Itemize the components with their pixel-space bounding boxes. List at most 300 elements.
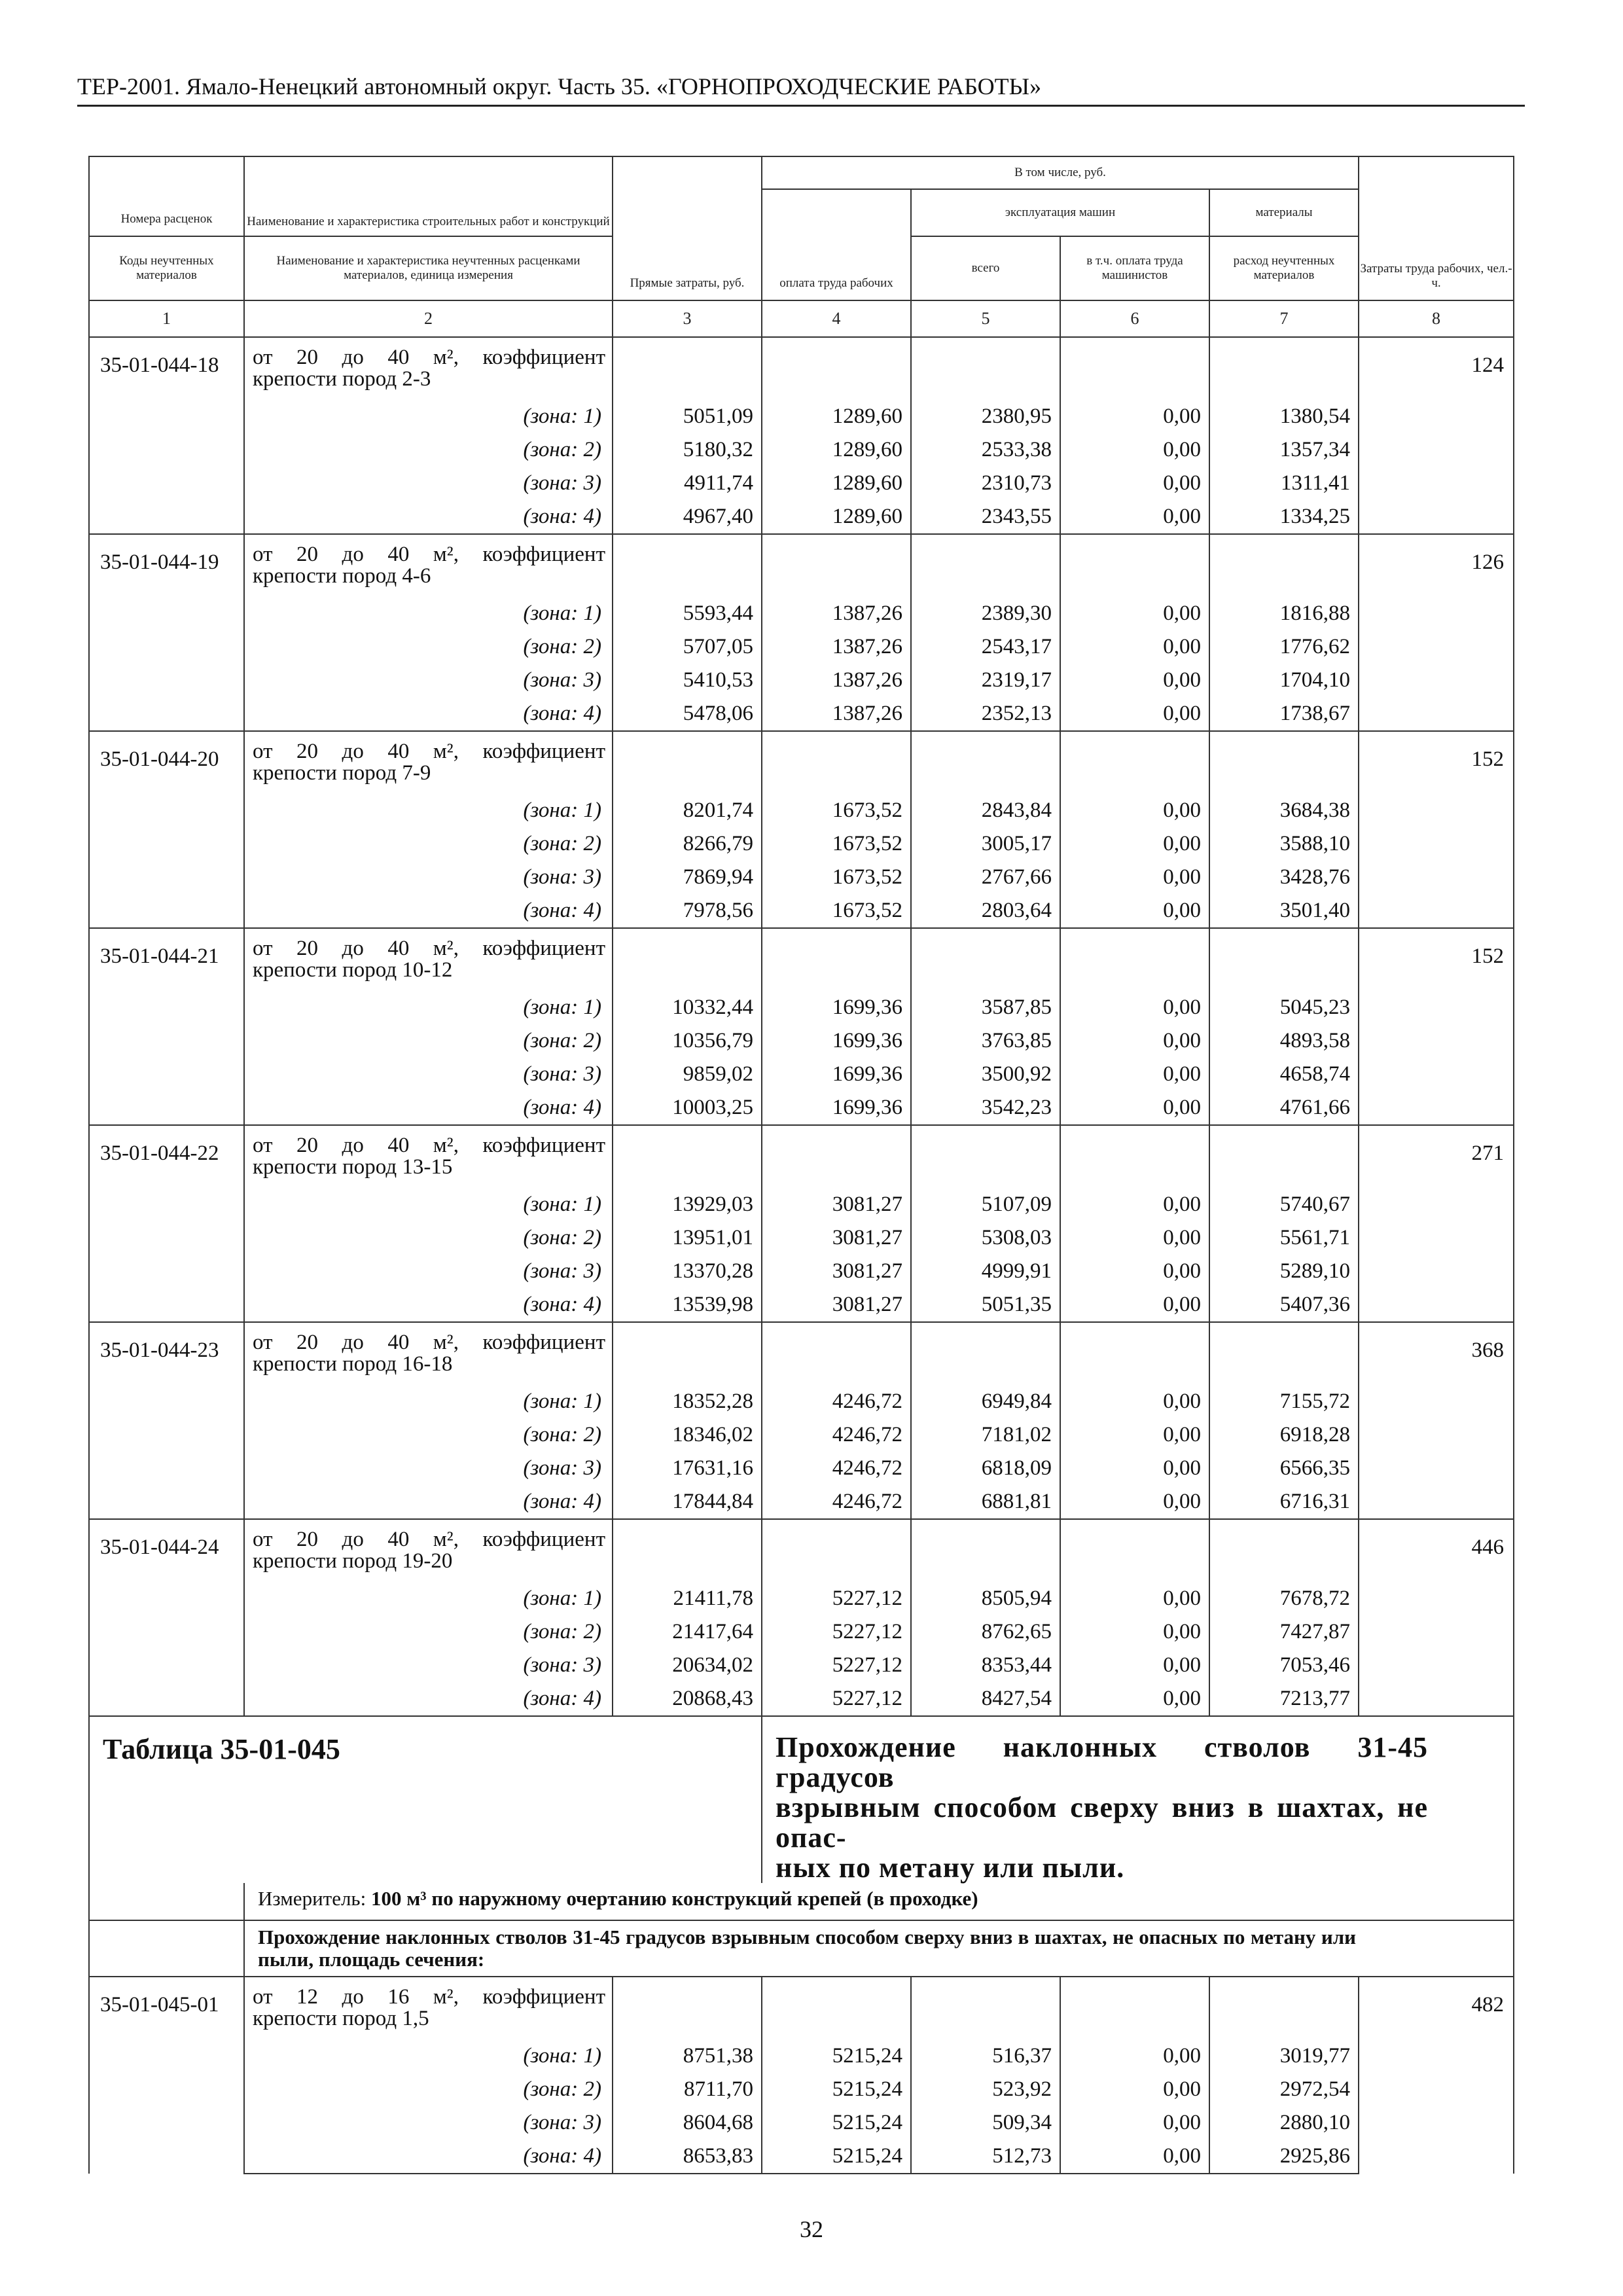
- zone-label: (зона: 2): [244, 1221, 613, 1255]
- zone-label: (зона: 1): [244, 991, 613, 1024]
- zone-label: (зона: 3): [244, 1649, 613, 1682]
- table-title-line3: ных по метану или пыли.: [776, 1852, 1125, 1884]
- zone-label: (зона: 4): [244, 1288, 613, 1322]
- zone-row: [89, 467, 1514, 500]
- zone-row: [89, 500, 1514, 534]
- zone-row: [89, 597, 1514, 630]
- empty-cell: [1060, 534, 1209, 597]
- zone-label: (зона: 1): [244, 2039, 613, 2073]
- value-cell: 5215,24: [762, 2106, 911, 2140]
- rate-code: 35-01-044-21: [89, 928, 244, 1125]
- value-cell: 1387,26: [762, 630, 911, 664]
- value-cell: 516,37: [911, 2039, 1060, 2073]
- empty-cell: [1209, 1519, 1359, 1582]
- rate-code: 35-01-045-01: [89, 1977, 244, 2174]
- empty-cell: [911, 731, 1060, 794]
- value-cell: 17631,16: [613, 1452, 762, 1485]
- zone-label: (зона: 4): [244, 1682, 613, 1716]
- column-number: 5: [911, 300, 1060, 337]
- rate-group-title-row: [89, 1322, 1514, 1385]
- incl-header: В том числе, руб.: [762, 156, 1359, 189]
- rate-group-title-row: [89, 1519, 1514, 1582]
- empty-cell: [613, 534, 762, 597]
- empty-cell: [762, 1977, 911, 2039]
- value-cell: 5215,24: [762, 2073, 911, 2106]
- zone-label: (зона: 3): [244, 467, 613, 500]
- value-cell: 4967,40: [613, 500, 762, 534]
- zone-row: [89, 2073, 1514, 2106]
- column-number: 4: [762, 300, 911, 337]
- value-cell: 21411,78: [613, 1582, 762, 1615]
- labor-cost: 368: [1359, 1322, 1514, 1519]
- value-cell: 4246,72: [762, 1418, 911, 1452]
- zone-row: [89, 1418, 1514, 1452]
- empty-cell: [1060, 1322, 1209, 1385]
- value-cell: 5707,05: [613, 630, 762, 664]
- value-cell: 5740,67: [1209, 1188, 1359, 1221]
- zone-label: (зона: 2): [244, 2073, 613, 2106]
- value-cell: 1380,54: [1209, 400, 1359, 433]
- value-cell: 7155,72: [1209, 1385, 1359, 1418]
- value-cell: 3005,17: [911, 827, 1060, 861]
- value-cell: 0,00: [1060, 1582, 1209, 1615]
- value-cell: 5227,12: [762, 1682, 911, 1716]
- empty-cell: [613, 1519, 762, 1582]
- rate-description-line2: крепости пород 10-12: [253, 958, 453, 982]
- value-cell: 1738,67: [1209, 697, 1359, 731]
- labor-cost: 152: [1359, 731, 1514, 928]
- empty-cell: [1060, 1977, 1209, 2039]
- table-title-line2: взрывным способом сверху вниз в шахтах, не опас-: [776, 1791, 1428, 1854]
- value-cell: 1387,26: [762, 597, 911, 630]
- rate-description: [244, 1977, 613, 2039]
- col1-top-header: Номера расценок: [89, 156, 244, 236]
- col3-header: Прямые затраты, руб.: [613, 156, 762, 300]
- col6-header: в т.ч. оплата труда машинистов: [1060, 236, 1209, 300]
- value-cell: 3588,10: [1209, 827, 1359, 861]
- table-title-row: [89, 1716, 1514, 1883]
- value-cell: 13929,03: [613, 1188, 762, 1221]
- empty-cell: [911, 1125, 1060, 1188]
- value-cell: 5289,10: [1209, 1255, 1359, 1288]
- value-cell: 3081,27: [762, 1221, 911, 1255]
- value-cell: 0,00: [1060, 1615, 1209, 1649]
- value-cell: 5407,36: [1209, 1288, 1359, 1322]
- zone-row: [89, 1255, 1514, 1288]
- value-cell: 1776,62: [1209, 630, 1359, 664]
- value-cell: 5593,44: [613, 597, 762, 630]
- value-cell: 4246,72: [762, 1385, 911, 1418]
- value-cell: 1289,60: [762, 467, 911, 500]
- empty-cell: [613, 1125, 762, 1188]
- zone-label: (зона: 2): [244, 827, 613, 861]
- value-cell: 2972,54: [1209, 2073, 1359, 2106]
- rate-description: [244, 1125, 613, 1188]
- value-cell: 8353,44: [911, 1649, 1060, 1682]
- rate-description-line2: крепости пород 4-6: [253, 564, 431, 588]
- value-cell: 4658,74: [1209, 1058, 1359, 1091]
- value-cell: 13539,98: [613, 1288, 762, 1322]
- value-cell: 0,00: [1060, 1024, 1209, 1058]
- value-cell: 2925,86: [1209, 2140, 1359, 2174]
- zone-row: [89, 664, 1514, 697]
- section-text: Прохождение наклонных стволов 31-45 градусов взрывным способом сверху вниз в шахтах, не опасных по метану или пыли, площадь сечения:: [244, 1920, 1514, 1977]
- value-cell: 0,00: [1060, 991, 1209, 1024]
- value-cell: 1699,36: [762, 991, 911, 1024]
- zone-row: [89, 400, 1514, 433]
- value-cell: 6716,31: [1209, 1485, 1359, 1519]
- zone-row: [89, 1485, 1514, 1519]
- labor-cost: 482: [1359, 1977, 1514, 2174]
- col2-top-header: Наименование и характеристика строительных работ и конструкций: [244, 156, 613, 236]
- materials-header: материалы: [1209, 189, 1359, 236]
- value-cell: 5227,12: [762, 1649, 911, 1682]
- column-number: 6: [1060, 300, 1209, 337]
- value-cell: 0,00: [1060, 2106, 1209, 2140]
- zone-label: (зона: 3): [244, 2106, 613, 2140]
- value-cell: 512,73: [911, 2140, 1060, 2174]
- zone-row: [89, 2039, 1514, 2073]
- empty-cell: [1209, 337, 1359, 400]
- empty-cell: [911, 337, 1060, 400]
- value-cell: 0,00: [1060, 467, 1209, 500]
- rate-group-title-row: [89, 534, 1514, 597]
- rate-description: [244, 928, 613, 991]
- value-cell: 3081,27: [762, 1288, 911, 1322]
- value-cell: 0,00: [1060, 1058, 1209, 1091]
- empty-cell: [613, 1322, 762, 1385]
- zone-row: [89, 697, 1514, 731]
- value-cell: 1699,36: [762, 1058, 911, 1091]
- rate-description-line1: от 20 до 40 м², коэффициент: [253, 937, 605, 960]
- value-cell: 17844,84: [613, 1485, 762, 1519]
- value-cell: 1699,36: [762, 1091, 911, 1125]
- empty-cell: [613, 731, 762, 794]
- value-cell: 2310,73: [911, 467, 1060, 500]
- empty-cell: [911, 1322, 1060, 1385]
- value-cell: 2343,55: [911, 500, 1060, 534]
- empty-cell: [1060, 1125, 1209, 1188]
- rate-description-line1: от 20 до 40 м², коэффициент: [253, 740, 605, 763]
- value-cell: 0,00: [1060, 1288, 1209, 1322]
- value-cell: 4911,74: [613, 467, 762, 500]
- zone-row: [89, 2140, 1514, 2174]
- value-cell: 5107,09: [911, 1188, 1060, 1221]
- empty-cell: [762, 1519, 911, 1582]
- value-cell: 0,00: [1060, 630, 1209, 664]
- value-cell: 0,00: [1060, 1485, 1209, 1519]
- zone-row: [89, 1452, 1514, 1485]
- value-cell: 0,00: [1060, 697, 1209, 731]
- zone-label: (зона: 4): [244, 1485, 613, 1519]
- section-pad: [89, 1920, 244, 1977]
- zone-label: (зона: 1): [244, 1385, 613, 1418]
- rate-description-line1: от 20 до 40 м², коэффициент: [253, 1528, 605, 1551]
- value-cell: 1311,41: [1209, 467, 1359, 500]
- value-cell: 3542,23: [911, 1091, 1060, 1125]
- rate-group-title-row: [89, 928, 1514, 991]
- empty-cell: [1060, 731, 1209, 794]
- value-cell: 21417,64: [613, 1615, 762, 1649]
- value-cell: 5227,12: [762, 1582, 911, 1615]
- zone-row: [89, 630, 1514, 664]
- empty-cell: [1209, 1322, 1359, 1385]
- value-cell: 20868,43: [613, 1682, 762, 1716]
- table-title: [762, 1716, 1514, 1883]
- rate-description-line2: крепости пород 7-9: [253, 761, 431, 785]
- zone-row: [89, 1385, 1514, 1418]
- col7-header: расход неучтенных материалов: [1209, 236, 1359, 300]
- rate-description-line2: крепости пород 16-18: [253, 1352, 453, 1376]
- value-cell: 4893,58: [1209, 1024, 1359, 1058]
- zone-label: (зона: 4): [244, 2140, 613, 2174]
- running-header: ТЕР-2001. Ямало-Ненецкий автономный округ. Часть 35. «ГОРНОПРОХОДЧЕСКИЕ РАБОТЫ»: [77, 72, 1525, 107]
- value-cell: 0,00: [1060, 500, 1209, 534]
- zone-label: (зона: 2): [244, 630, 613, 664]
- value-cell: 3763,85: [911, 1024, 1060, 1058]
- measure-row: [89, 1883, 1514, 1920]
- measure-label: Измеритель:: [258, 1887, 371, 1910]
- value-cell: 3081,27: [762, 1255, 911, 1288]
- value-cell: 7181,02: [911, 1418, 1060, 1452]
- rate-description: [244, 1322, 613, 1385]
- empty-cell: [911, 1977, 1060, 2039]
- value-cell: 523,92: [911, 2073, 1060, 2106]
- value-cell: 2767,66: [911, 861, 1060, 894]
- value-cell: 0,00: [1060, 1188, 1209, 1221]
- value-cell: 5308,03: [911, 1221, 1060, 1255]
- empty-cell: [613, 1977, 762, 2039]
- zone-label: (зона: 2): [244, 1615, 613, 1649]
- value-cell: 18346,02: [613, 1418, 762, 1452]
- value-cell: 3081,27: [762, 1188, 911, 1221]
- section-row: [89, 1920, 1514, 1977]
- empty-cell: [911, 928, 1060, 991]
- value-cell: 1289,60: [762, 400, 911, 433]
- value-cell: 4246,72: [762, 1485, 911, 1519]
- labor-cost: 271: [1359, 1125, 1514, 1322]
- value-cell: 0,00: [1060, 827, 1209, 861]
- value-cell: 1699,36: [762, 1024, 911, 1058]
- value-cell: 6949,84: [911, 1385, 1060, 1418]
- zone-label: (зона: 4): [244, 894, 613, 928]
- zone-label: (зона: 1): [244, 794, 613, 827]
- empty-cell: [762, 731, 911, 794]
- zone-row: [89, 1058, 1514, 1091]
- value-cell: 1387,26: [762, 697, 911, 731]
- value-cell: 0,00: [1060, 1418, 1209, 1452]
- value-cell: 3587,85: [911, 991, 1060, 1024]
- value-cell: 1673,52: [762, 794, 911, 827]
- zone-row: [89, 861, 1514, 894]
- empty-cell: [762, 928, 911, 991]
- labor-cost: 152: [1359, 928, 1514, 1125]
- value-cell: 10332,44: [613, 991, 762, 1024]
- zone-row: [89, 1288, 1514, 1322]
- value-cell: 5410,53: [613, 664, 762, 697]
- page-number: 32: [800, 2216, 823, 2242]
- value-cell: 5215,24: [762, 2140, 911, 2174]
- zone-row: [89, 827, 1514, 861]
- zone-label: (зона: 1): [244, 1188, 613, 1221]
- value-cell: 2843,84: [911, 794, 1060, 827]
- rate-description-line1: от 20 до 40 м², коэффициент: [253, 1134, 605, 1157]
- value-cell: 8266,79: [613, 827, 762, 861]
- rate-group-title-row: [89, 337, 1514, 400]
- zone-label: (зона: 4): [244, 697, 613, 731]
- zone-row: [89, 1024, 1514, 1058]
- empty-cell: [613, 337, 762, 400]
- value-cell: 3428,76: [1209, 861, 1359, 894]
- empty-cell: [1209, 928, 1359, 991]
- value-cell: 1673,52: [762, 827, 911, 861]
- value-cell: 5045,23: [1209, 991, 1359, 1024]
- value-cell: 5561,71: [1209, 1221, 1359, 1255]
- value-cell: 8427,54: [911, 1682, 1060, 1716]
- value-cell: 5215,24: [762, 2039, 911, 2073]
- zone-label: (зона: 2): [244, 1418, 613, 1452]
- value-cell: 6566,35: [1209, 1452, 1359, 1485]
- value-cell: 1334,25: [1209, 500, 1359, 534]
- rate-code: 35-01-044-24: [89, 1519, 244, 1716]
- value-cell: 7053,46: [1209, 1649, 1359, 1682]
- zone-label: (зона: 1): [244, 1582, 613, 1615]
- rate-code: 35-01-044-22: [89, 1125, 244, 1322]
- empty-cell: [762, 337, 911, 400]
- value-cell: 3500,92: [911, 1058, 1060, 1091]
- value-cell: 3501,40: [1209, 894, 1359, 928]
- value-cell: 2803,64: [911, 894, 1060, 928]
- table-body: [89, 156, 1514, 2174]
- zone-label: (зона: 2): [244, 1024, 613, 1058]
- value-cell: 0,00: [1060, 433, 1209, 467]
- value-cell: 5180,32: [613, 433, 762, 467]
- zone-row: [89, 1649, 1514, 1682]
- value-cell: 10003,25: [613, 1091, 762, 1125]
- zone-label: (зона: 3): [244, 861, 613, 894]
- rate-description-line1: от 12 до 16 м², коэффициент: [253, 1985, 605, 2009]
- rates-table: [88, 156, 1514, 2174]
- value-cell: 0,00: [1060, 2039, 1209, 2073]
- empty-cell: [1060, 337, 1209, 400]
- rate-description-line2: крепости пород 1,5: [253, 2007, 429, 2030]
- empty-cell: [911, 1519, 1060, 1582]
- zone-row: [89, 1682, 1514, 1716]
- value-cell: 8653,83: [613, 2140, 762, 2174]
- value-cell: 7978,56: [613, 894, 762, 928]
- zone-label: (зона: 3): [244, 664, 613, 697]
- col8-header: Затраты труда рабочих, чел.-ч.: [1359, 156, 1514, 300]
- rate-description-line2: крепости пород 19-20: [253, 1549, 453, 1573]
- value-cell: 0,00: [1060, 664, 1209, 697]
- column-numbers-row: [89, 300, 1514, 337]
- measure-text: [244, 1883, 1514, 1920]
- value-cell: 9859,02: [613, 1058, 762, 1091]
- rate-description: [244, 731, 613, 794]
- zone-row: [89, 794, 1514, 827]
- empty-cell: [911, 534, 1060, 597]
- value-cell: 10356,79: [613, 1024, 762, 1058]
- value-cell: 7678,72: [1209, 1582, 1359, 1615]
- rate-description: [244, 337, 613, 400]
- machines-header: эксплуатация машин: [911, 189, 1209, 236]
- value-cell: 0,00: [1060, 894, 1209, 928]
- value-cell: 5051,35: [911, 1288, 1060, 1322]
- zone-label: (зона: 3): [244, 1255, 613, 1288]
- value-cell: 0,00: [1060, 1682, 1209, 1716]
- rate-group-title-row: [89, 1125, 1514, 1188]
- zone-row: [89, 1582, 1514, 1615]
- value-cell: 4761,66: [1209, 1091, 1359, 1125]
- value-cell: 2389,30: [911, 597, 1060, 630]
- column-number: 8: [1359, 300, 1514, 337]
- value-cell: 3019,77: [1209, 2039, 1359, 2073]
- rate-description-line1: от 20 до 40 м², коэффициент: [253, 346, 605, 369]
- rate-code: 35-01-044-18: [89, 337, 244, 534]
- value-cell: 0,00: [1060, 2140, 1209, 2174]
- value-cell: 5227,12: [762, 1615, 911, 1649]
- value-cell: 4999,91: [911, 1255, 1060, 1288]
- value-cell: 2380,95: [911, 400, 1060, 433]
- value-cell: 6918,28: [1209, 1418, 1359, 1452]
- rate-description-line1: от 20 до 40 м², коэффициент: [253, 1331, 605, 1354]
- value-cell: 3684,38: [1209, 794, 1359, 827]
- value-cell: 0,00: [1060, 1255, 1209, 1288]
- zone-label: (зона: 3): [244, 1452, 613, 1485]
- value-cell: 0,00: [1060, 1091, 1209, 1125]
- empty-cell: [762, 534, 911, 597]
- column-number: 1: [89, 300, 244, 337]
- value-cell: 0,00: [1060, 794, 1209, 827]
- column-number: 3: [613, 300, 762, 337]
- value-cell: 4246,72: [762, 1452, 911, 1485]
- empty-cell: [1209, 731, 1359, 794]
- value-cell: 2319,17: [911, 664, 1060, 697]
- value-cell: 0,00: [1060, 1452, 1209, 1485]
- measure-value: 100 м³ по наружному очертанию конструкций крепей (в проходке): [370, 1887, 978, 1910]
- rate-code: 35-01-044-23: [89, 1322, 244, 1519]
- empty-cell: [1060, 1519, 1209, 1582]
- value-cell: 1357,34: [1209, 433, 1359, 467]
- value-cell: 0,00: [1060, 2073, 1209, 2106]
- zone-label: (зона: 4): [244, 500, 613, 534]
- zone-row: [89, 1221, 1514, 1255]
- value-cell: 5051,09: [613, 400, 762, 433]
- value-cell: 8505,94: [911, 1582, 1060, 1615]
- column-number: 7: [1209, 300, 1359, 337]
- rate-code: 35-01-044-20: [89, 731, 244, 928]
- value-cell: 8762,65: [911, 1615, 1060, 1649]
- value-cell: 0,00: [1060, 400, 1209, 433]
- empty-cell: [762, 1125, 911, 1188]
- col4-header: оплата труда рабочих: [762, 189, 911, 300]
- value-cell: 0,00: [1060, 861, 1209, 894]
- col5-header: всего: [911, 236, 1060, 300]
- value-cell: 6881,81: [911, 1485, 1060, 1519]
- value-cell: 7869,94: [613, 861, 762, 894]
- value-cell: 0,00: [1060, 597, 1209, 630]
- empty-cell: [1209, 1977, 1359, 2039]
- table-code: Таблица 35-01-045: [89, 1716, 762, 1883]
- value-cell: 1704,10: [1209, 664, 1359, 697]
- zone-label: (зона: 1): [244, 400, 613, 433]
- value-cell: 2352,13: [911, 697, 1060, 731]
- empty-cell: [1060, 928, 1209, 991]
- value-cell: 13951,01: [613, 1221, 762, 1255]
- value-cell: 7213,77: [1209, 1682, 1359, 1716]
- value-cell: 1816,88: [1209, 597, 1359, 630]
- value-cell: 1289,60: [762, 433, 911, 467]
